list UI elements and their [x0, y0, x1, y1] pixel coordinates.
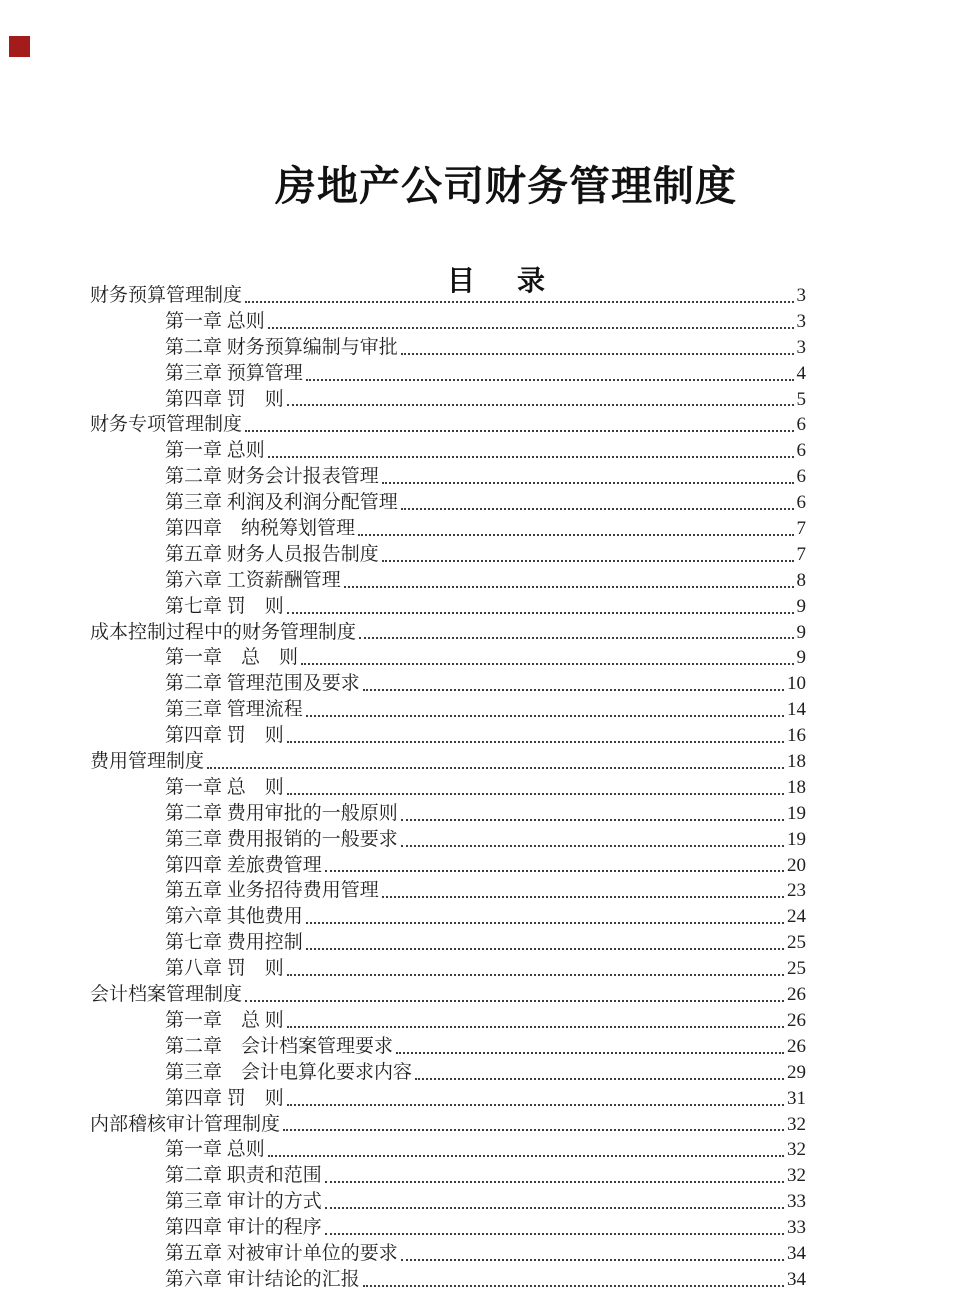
dot-leader: [401, 508, 794, 510]
dot-leader: [245, 301, 793, 303]
toc-entry-page: 26: [787, 1009, 806, 1031]
dot-leader: [287, 612, 794, 614]
toc-entry-title: 费用管理制度: [90, 751, 205, 773]
toc-entry[interactable]: [0, 1215, 978, 1241]
dot-leader: [415, 1078, 784, 1080]
toc-entry[interactable]: [0, 930, 978, 956]
toc-entry-title: 第七章 费用控制: [165, 932, 303, 954]
toc-entry-page: 7: [796, 518, 806, 540]
toc-entry-title: 第四章 审计的程序: [165, 1217, 322, 1239]
dot-leader: [382, 482, 794, 484]
toc-entry-page: 34: [787, 1268, 806, 1290]
dot-leader: [344, 586, 794, 588]
toc-entry-title: 第六章 审计结论的汇报: [165, 1268, 360, 1290]
dot-leader: [382, 896, 784, 898]
toc-entry[interactable]: [0, 309, 978, 335]
dot-leader: [401, 819, 784, 821]
toc-entry-page: 9: [796, 621, 806, 643]
toc-entry-page: 26: [787, 1035, 806, 1057]
toc-entry[interactable]: [0, 982, 978, 1008]
toc-entry-page: 32: [787, 1139, 806, 1161]
toc-entry[interactable]: [0, 1137, 978, 1163]
dot-leader: [283, 1129, 784, 1131]
toc-entry-title: 成本控制过程中的财务管理制度: [90, 621, 357, 643]
toc-entry[interactable]: [0, 1060, 978, 1086]
toc-entry-title: 第六章 其他费用: [165, 906, 303, 928]
toc-entry[interactable]: [0, 775, 978, 801]
dot-leader: [363, 689, 784, 691]
dot-leader: [268, 1155, 784, 1157]
toc-entry[interactable]: [0, 568, 978, 594]
toc-entry-page: 32: [787, 1165, 806, 1187]
toc-entry[interactable]: [0, 671, 978, 697]
toc-entry-title: 第二章 费用审批的一般原则: [165, 802, 398, 824]
dot-leader: [363, 1285, 784, 1287]
toc-entry-page: 6: [796, 414, 806, 436]
toc-entry-title: 第六章 工资薪酬管理: [165, 569, 341, 591]
document-title: 房地产公司财务管理制度: [275, 163, 737, 210]
toc-entry[interactable]: [0, 697, 978, 723]
toc-entry-title: 第四章 罚 则: [165, 1087, 284, 1109]
dot-leader: [306, 922, 784, 924]
toc-entry-title: 第二章 会计档案管理要求: [165, 1035, 394, 1057]
dot-leader: [401, 353, 794, 355]
toc-entry-page: 3: [796, 336, 806, 358]
toc-entry[interactable]: [0, 387, 978, 413]
dot-leader: [382, 560, 794, 562]
toc-heading: 目 录: [446, 266, 545, 298]
toc-entry-title: 第一章 总则: [165, 440, 265, 462]
toc-entry[interactable]: [0, 594, 978, 620]
toc-entry-page: 33: [787, 1191, 806, 1213]
dot-leader: [245, 430, 793, 432]
dot-leader: [287, 1026, 784, 1028]
toc-entry-title: 第八章 罚 则: [165, 958, 284, 980]
dot-leader: [268, 456, 794, 458]
toc-entry[interactable]: [0, 878, 978, 904]
toc-entry-page: 25: [787, 958, 806, 980]
dot-leader: [245, 1000, 784, 1002]
toc-entry-page: 7: [796, 543, 806, 565]
toc-entry[interactable]: [0, 956, 978, 982]
toc-entry-title: 第二章 财务预算编制与审批: [165, 336, 398, 358]
toc-entry[interactable]: [0, 1086, 978, 1112]
dot-leader: [287, 741, 784, 743]
toc-entry[interactable]: [0, 723, 978, 749]
dot-leader: [358, 534, 793, 536]
toc-entry-page: 18: [787, 751, 806, 773]
toc-entry[interactable]: [0, 904, 978, 930]
toc-entry-page: 3: [796, 285, 806, 306]
toc-entry[interactable]: [0, 620, 978, 646]
toc-entry-title: 第五章 财务人员报告制度: [165, 543, 379, 565]
toc-entry-title: 第三章 利润及利润分配管理: [165, 492, 398, 514]
toc-entry-page: 9: [796, 595, 806, 617]
dot-leader: [325, 1233, 784, 1235]
toc-entry-page: 31: [787, 1087, 806, 1109]
dot-leader: [287, 1104, 784, 1106]
toc-entry[interactable]: [0, 853, 978, 879]
toc-entry-page: 19: [787, 802, 806, 824]
toc-entry-title: 第一章 总则: [165, 310, 265, 332]
toc-entry-page: 25: [787, 932, 806, 954]
toc-entry[interactable]: [0, 1112, 978, 1138]
toc-entry-title: 第四章 差旅费管理: [165, 854, 322, 876]
toc-entry-page: 10: [787, 673, 806, 695]
toc-entry-page: 18: [787, 776, 806, 798]
toc-entry-title: 第二章 职责和范围: [165, 1165, 322, 1187]
toc-entry[interactable]: [0, 827, 978, 853]
toc-entry-title: 第一章 总 则: [165, 647, 299, 669]
toc-entry-title: 财务预算管理制度: [90, 285, 243, 306]
dot-leader: [401, 845, 784, 847]
dot-leader: [306, 379, 794, 381]
toc-entry-page: 4: [796, 362, 806, 384]
toc-entry[interactable]: [0, 438, 978, 464]
toc-list: [0, 283, 978, 1293]
dot-leader: [306, 715, 784, 717]
toc-entry-title: 第一章 总则: [165, 1139, 265, 1161]
toc-entry-title: 第五章 业务招待费用管理: [165, 880, 379, 902]
dot-leader: [325, 1181, 784, 1183]
toc-entry[interactable]: [0, 1189, 978, 1215]
toc-entry-page: 33: [787, 1217, 806, 1239]
dot-leader: [287, 793, 784, 795]
toc-entry-title: 第三章 管理流程: [165, 699, 303, 721]
toc-entry[interactable]: [0, 1267, 978, 1293]
dot-leader: [359, 637, 793, 639]
toc-entry-title: 第一章 总 则: [165, 1009, 284, 1031]
toc-entry-title: 第七章 罚 则: [165, 595, 284, 617]
toc-entry[interactable]: [0, 1008, 978, 1034]
dot-leader: [287, 974, 784, 976]
toc-entry-page: 9: [796, 647, 806, 669]
toc-entry[interactable]: [0, 645, 978, 671]
toc-entry[interactable]: [0, 490, 978, 516]
dot-leader: [268, 327, 794, 329]
toc-entry-title: 第四章 纳税筹划管理: [165, 518, 356, 540]
toc-entry-title: 内部稽核审计管理制度: [90, 1113, 281, 1135]
toc-entry[interactable]: [0, 1241, 978, 1267]
toc-entry-title: 第四章 罚 则: [165, 725, 284, 747]
toc-entry[interactable]: [0, 516, 978, 542]
dot-leader: [396, 1052, 784, 1054]
toc-entry-page: 34: [787, 1242, 806, 1264]
toc-entry-page: 14: [787, 699, 806, 721]
toc-entry[interactable]: [0, 335, 978, 361]
toc-entry-page: 6: [796, 440, 806, 462]
toc-entry-page: 20: [787, 854, 806, 876]
dot-leader: [207, 767, 784, 769]
toc-entry-title: 第三章 预算管理: [165, 362, 303, 384]
toc-entry-title: 第三章 审计的方式: [165, 1191, 322, 1213]
toc-entry[interactable]: [0, 1163, 978, 1189]
dot-leader: [401, 1259, 784, 1261]
toc-entry-title: 会计档案管理制度: [90, 984, 243, 1006]
dot-leader: [287, 404, 794, 406]
toc-entry[interactable]: [0, 361, 978, 387]
toc-entry-page: 23: [787, 880, 806, 902]
toc-entry-page: 29: [787, 1061, 806, 1083]
toc-entry[interactable]: [0, 464, 978, 490]
toc-entry-page: 32: [787, 1113, 806, 1135]
toc-entry-title: 第五章 对被审计单位的要求: [165, 1242, 398, 1264]
toc-entry-page: 5: [796, 388, 806, 410]
toc-entry-page: 8: [796, 569, 806, 591]
toc-entry-page: 3: [796, 310, 806, 332]
toc-entry-page: 19: [787, 828, 806, 850]
toc-entry[interactable]: [0, 283, 978, 309]
toc-entry-page: 6: [796, 466, 806, 488]
toc-entry[interactable]: [0, 1034, 978, 1060]
dot-leader: [301, 663, 793, 665]
toc-entry-page: 16: [787, 725, 806, 747]
toc-entry[interactable]: [0, 412, 978, 438]
toc-entry[interactable]: [0, 801, 978, 827]
toc-entry-title: 第二章 财务会计报表管理: [165, 466, 379, 488]
toc-entry-title: 第四章 罚 则: [165, 388, 284, 410]
toc-entry-page: 6: [796, 492, 806, 514]
toc-entry-title: 第二章 管理范围及要求: [165, 673, 360, 695]
toc-entry-title: 第一章 总 则: [165, 776, 284, 798]
dot-leader: [306, 948, 784, 950]
toc-entry[interactable]: [0, 542, 978, 568]
toc-entry-title: 第三章 费用报销的一般要求: [165, 828, 398, 850]
dot-leader: [325, 870, 784, 872]
dot-leader: [325, 1207, 784, 1209]
toc-entry[interactable]: [0, 749, 978, 775]
toc-entry-title: 第三章 会计电算化要求内容: [165, 1061, 413, 1083]
red-marker: [9, 36, 30, 57]
toc-entry-page: 24: [787, 906, 806, 928]
toc-entry-title: 财务专项管理制度: [90, 414, 243, 436]
toc-entry-page: 26: [787, 984, 806, 1006]
